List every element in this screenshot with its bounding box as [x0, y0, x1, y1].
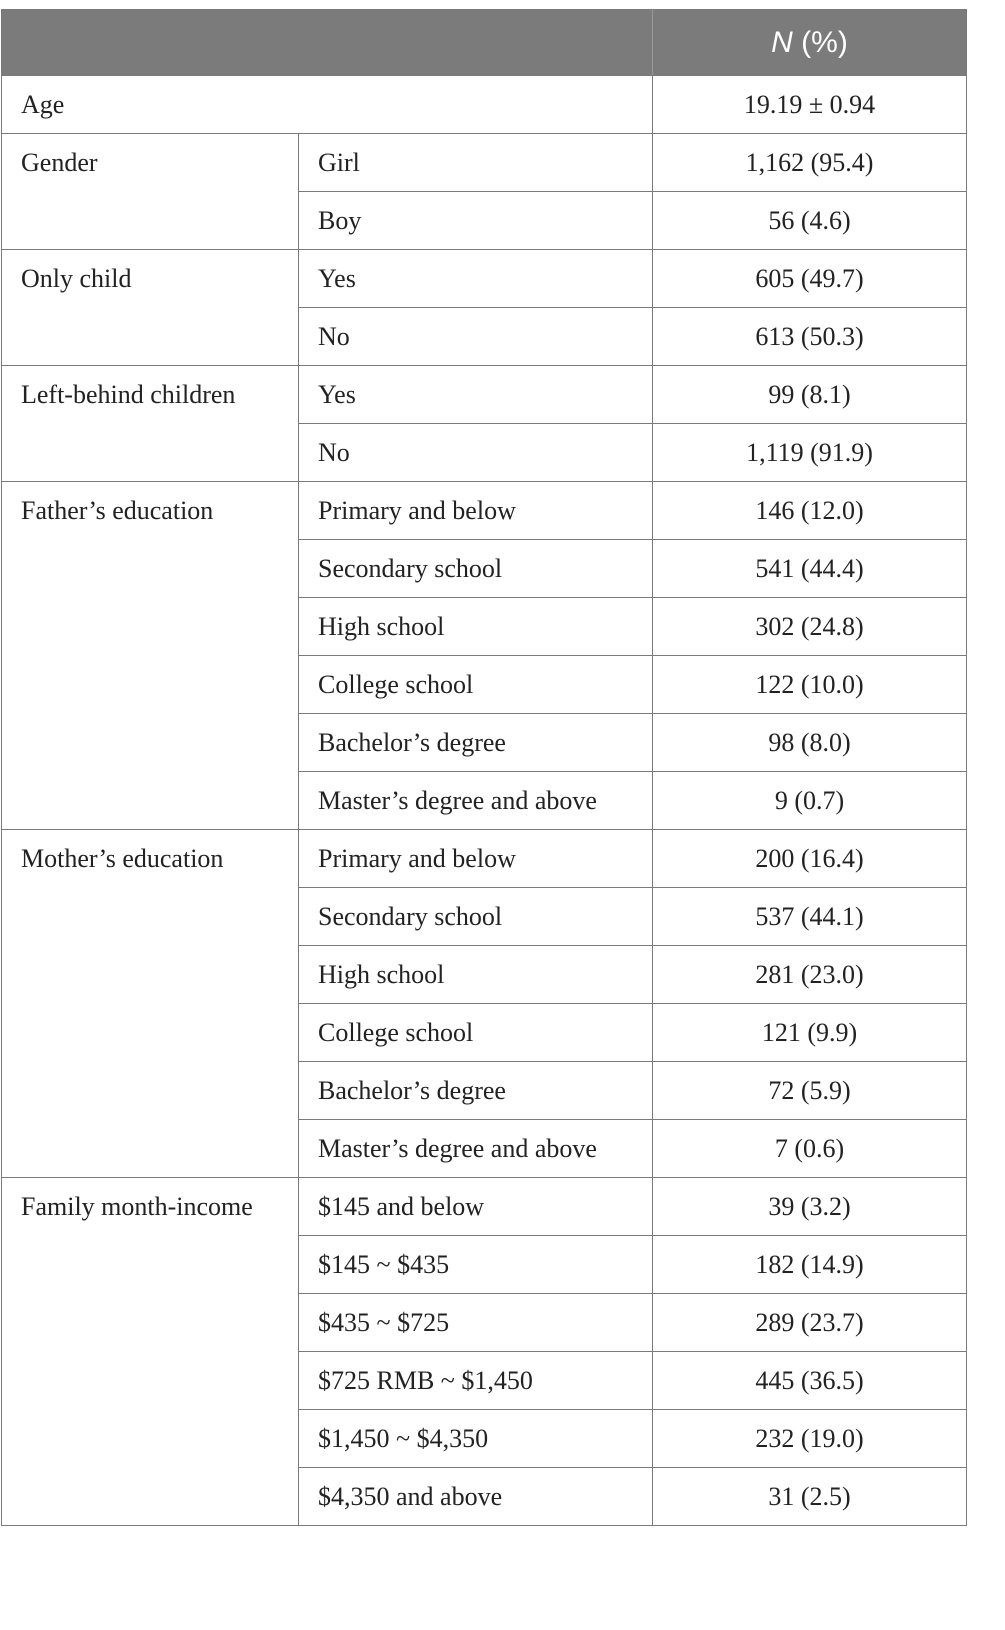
category-label: No — [299, 308, 653, 366]
variable-label: Gender — [2, 134, 299, 250]
category-label: High school — [299, 946, 653, 1004]
category-label: Bachelor’s degree — [299, 1062, 653, 1120]
count-percent-value: 232 (19.0) — [653, 1410, 967, 1468]
count-percent-value: 613 (50.3) — [653, 308, 967, 366]
variable-label: Mother’s education — [2, 830, 299, 1178]
age-value: 19.19 ± 0.94 — [653, 76, 967, 134]
count-percent-value: 200 (16.4) — [653, 830, 967, 888]
category-label: Master’s degree and above — [299, 772, 653, 830]
count-percent-value: 146 (12.0) — [653, 482, 967, 540]
count-percent-value: 289 (23.7) — [653, 1294, 967, 1352]
category-label: $145 ~ $435 — [299, 1236, 653, 1294]
age-label: Age — [2, 76, 653, 134]
demographics-table — [1, 9, 967, 1526]
count-percent-value: 445 (36.5) — [653, 1352, 967, 1410]
count-percent-value: 56 (4.6) — [653, 192, 967, 250]
table-row — [2, 1178, 967, 1236]
variable-label: Left-behind children — [2, 366, 299, 482]
category-label: Yes — [299, 366, 653, 424]
count-percent-value: 9 (0.7) — [653, 772, 967, 830]
count-percent-value: 182 (14.9) — [653, 1236, 967, 1294]
category-label: High school — [299, 598, 653, 656]
category-label: Master’s degree and above — [299, 1120, 653, 1178]
count-percent-value: 39 (3.2) — [653, 1178, 967, 1236]
header-percent-label: (%) — [792, 25, 848, 59]
category-label: No — [299, 424, 653, 482]
category-label: $435 ~ $725 — [299, 1294, 653, 1352]
count-percent-value: 98 (8.0) — [653, 714, 967, 772]
variable-label: Father’s education — [2, 482, 299, 830]
table-row — [2, 830, 967, 888]
count-percent-value: 605 (49.7) — [653, 250, 967, 308]
table-row — [2, 366, 967, 424]
count-percent-value: 1,162 (95.4) — [653, 134, 967, 192]
category-label: Primary and below — [299, 482, 653, 540]
count-percent-value: 281 (23.0) — [653, 946, 967, 1004]
count-percent-value: 122 (10.0) — [653, 656, 967, 714]
table-header — [2, 10, 967, 76]
count-percent-value: 1,119 (91.9) — [653, 424, 967, 482]
category-label: Bachelor’s degree — [299, 714, 653, 772]
category-label: Yes — [299, 250, 653, 308]
header-row — [2, 10, 967, 76]
count-percent-value: 121 (9.9) — [653, 1004, 967, 1062]
category-label: Boy — [299, 192, 653, 250]
header-blank-cell — [2, 10, 653, 76]
count-percent-value: 7 (0.6) — [653, 1120, 967, 1178]
header-n-percent — [653, 10, 967, 76]
count-percent-value: 537 (44.1) — [653, 888, 967, 946]
table-row — [2, 76, 967, 134]
category-label: Girl — [299, 134, 653, 192]
header-n-label: N — [771, 25, 793, 59]
demographics-table-container — [1, 9, 967, 1526]
count-percent-value: 541 (44.4) — [653, 540, 967, 598]
count-percent-value: 72 (5.9) — [653, 1062, 967, 1120]
count-percent-value: 302 (24.8) — [653, 598, 967, 656]
count-percent-value: 31 (2.5) — [653, 1468, 967, 1526]
category-label: $725 RMB ~ $1,450 — [299, 1352, 653, 1410]
category-label: Secondary school — [299, 540, 653, 598]
variable-label: Only child — [2, 250, 299, 366]
category-label: College school — [299, 656, 653, 714]
table-row — [2, 134, 967, 192]
category-label: Primary and below — [299, 830, 653, 888]
category-label: College school — [299, 1004, 653, 1062]
table-body — [2, 76, 967, 1526]
variable-label: Family month-income — [2, 1178, 299, 1526]
category-label: $4,350 and above — [299, 1468, 653, 1526]
category-label: $145 and below — [299, 1178, 653, 1236]
category-label: Secondary school — [299, 888, 653, 946]
count-percent-value: 99 (8.1) — [653, 366, 967, 424]
category-label: $1,450 ~ $4,350 — [299, 1410, 653, 1468]
table-row — [2, 482, 967, 540]
table-row — [2, 250, 967, 308]
